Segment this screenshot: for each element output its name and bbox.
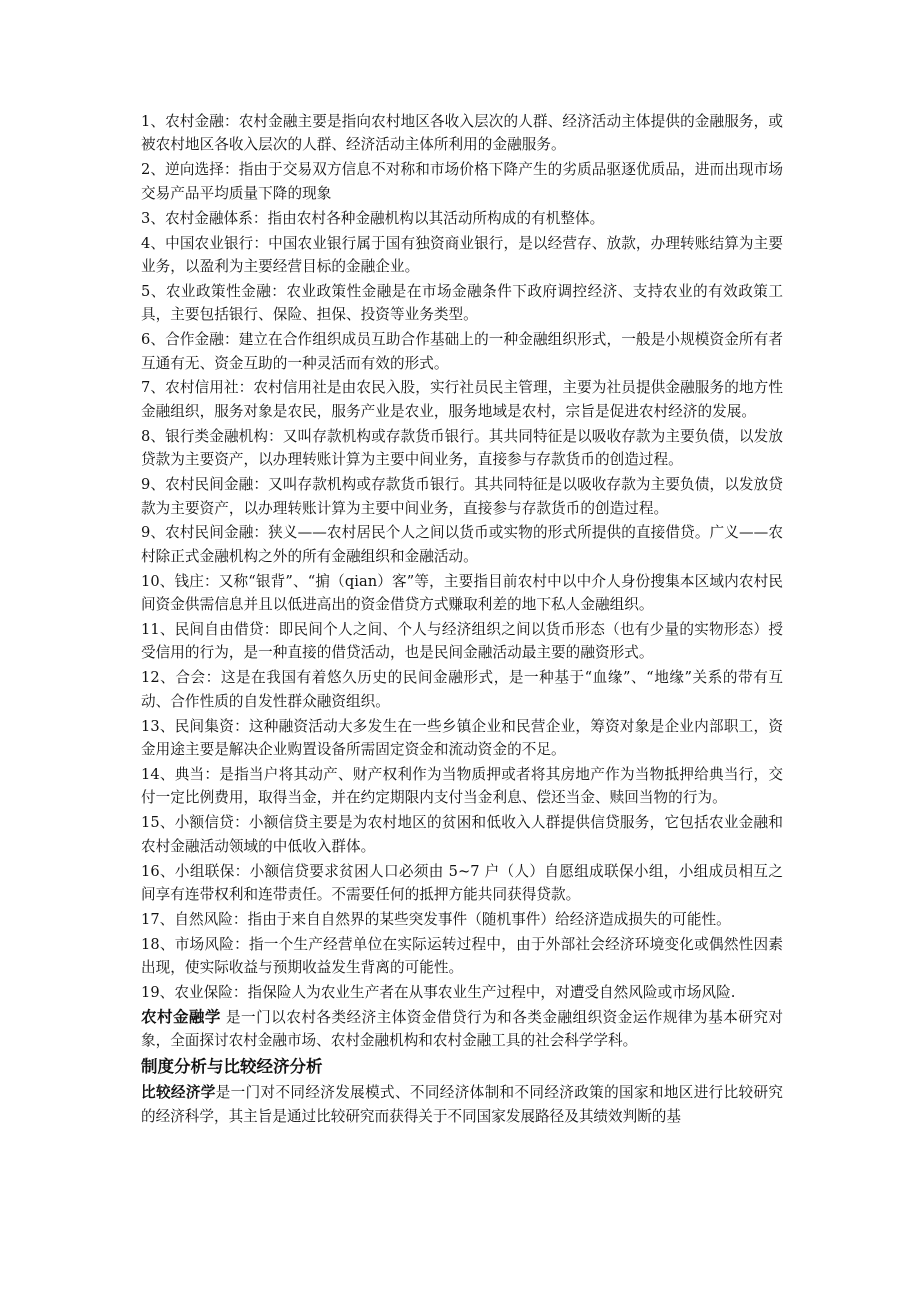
glossary-definition: 农业政策性金融是在市场金融条件下政府调控经济、支持农业的有效政策工具，主要包括银行、保险、担保、投资等业务类型。 <box>141 282 783 324</box>
definition-term: 农村金融学 <box>141 1008 221 1027</box>
glossary-term: 9、农村民间金融： <box>141 476 269 494</box>
glossary-entry <box>141 521 783 568</box>
glossary-entry <box>141 763 783 810</box>
glossary-definition: 指一个生产经营单位在实际运转过程中，由于外部社会经济环境变化或偶然性因素出现，使实际收益与预期收益发生背离的可能性。 <box>141 935 783 977</box>
glossary-definition: 这种融资活动大多发生在一些乡镇企业和民营企业，筹资对象是企业内部职工，资金用途主要是解决企业购置设备所需固定资金和流动资金的不足。 <box>141 717 783 759</box>
glossary-term: 5、农业政策性金融： <box>141 282 287 300</box>
document-page <box>141 110 783 1130</box>
glossary-entry <box>141 207 783 230</box>
glossary-list <box>141 110 783 1005</box>
glossary-term: 10、钱庄： <box>141 572 219 590</box>
glossary-entry <box>141 232 783 279</box>
glossary-entry <box>141 666 783 713</box>
glossary-term: 16、小组联保： <box>141 862 250 880</box>
glossary-entry <box>141 280 783 327</box>
glossary-definition: 农村金融主要是指向农村地区各收入层次的人群、经济活动主体提供的金融服务，或被农村地区各收入层次的人群、经济活动主体所利用的金融服务。 <box>141 113 783 154</box>
glossary-entry <box>141 425 783 472</box>
glossary-term: 15、小额信贷： <box>141 814 249 832</box>
definition-text: 是一门以农村各类经济主体资金借贷行为和各类金融组织资金运作规律为基本研究对象，全面探讨农村金融市场、农村金融机构和农村金融工具的社会科学学科。 <box>141 1009 783 1050</box>
comparative-economics-text: 是一门对不同经济发展模式、不同经济体制和不同经济政策的国家和地区进行比较研究的经济科学，其主旨是通过比较研究而获得关于不同国家发展路径及其绩效判断的基 <box>141 1084 783 1125</box>
glossary-term: 9、农村民间金融： <box>141 524 269 542</box>
glossary-definition: 狭义——农村居民个人之间以货币或实物的形式所提供的直接借贷。广义——农村除正式金融机构之外的所有金融组织和金融活动。 <box>141 524 783 565</box>
comparative-economics-term: 比较经济学 <box>141 1084 216 1102</box>
glossary-definition: 又叫存款机构或存款货币银行。其共同特征是以吸收存款为主要负债，以发放贷款为主要资产，以办理转账计算为主要中间业务，直接参与存款货币的创造过程。 <box>141 427 783 469</box>
glossary-definition: 是指当户将其动产、财产权利作为当物质押或者将其房地产作为当物抵押给典当行，交付一定比例费用，取得当金，并在约定期限内支付当金利息、偿还当金、赎回当物的行为。 <box>141 765 783 807</box>
glossary-term: 14、典当： <box>141 765 220 783</box>
glossary-term: 12、合会： <box>141 669 221 687</box>
glossary-definition: 又叫存款机构或存款货币银行。其共同特征是以吸收存款为主要负债，以发放贷款为主要资产，以办理转账计算为主要中间业务，直接参与存款货币的创造过程。 <box>141 476 783 517</box>
glossary-term: 2、逆向选择： <box>141 161 239 179</box>
glossary-entry <box>141 908 783 931</box>
section-heading: 制度分析与比较经济分析 <box>141 1057 323 1077</box>
glossary-entry <box>141 110 783 157</box>
glossary-definition: 即民间个人之间、个人与经济组织之间以货币形态（也有少量的实物形态）授受信用的行为，是一种直接的借贷活动，也是民间金融活动最主要的融资形式。 <box>141 621 784 662</box>
glossary-entry <box>141 618 783 665</box>
glossary-term: 18、市场风险： <box>141 935 249 953</box>
comparative-economics-paragraph <box>141 1081 783 1128</box>
glossary-definition: 指由于来自自然界的某些突发事件（随机事件）给经济造成损失的可能性。 <box>247 910 731 928</box>
glossary-entry <box>141 933 783 980</box>
glossary-entry <box>141 376 783 423</box>
glossary-definition: 指由于交易双方信息不对称和市场价格下降产生的劣质品驱逐优质品，进而出现市场交易产品平均质量下降的现象 <box>141 161 783 202</box>
glossary-entry <box>141 811 783 858</box>
glossary-term: 6、合作金融： <box>141 331 239 349</box>
glossary-definition: 中国农业银行属于国有独资商业银行，是以经营存、放款，办理转账结算为主要业务，以盈利为主要经营目标的金融企业。 <box>141 234 783 275</box>
glossary-term: 1、农村金融： <box>141 113 239 130</box>
glossary-entry <box>141 328 783 375</box>
glossary-term: 3、农村金融体系： <box>141 209 268 227</box>
glossary-definition: 又称“银背”、“掮（qian）客”等，主要指目前农村中以中介人身份搜集本区域内农村民间资金供需信息并且以低进高出的资金借贷方式赚取利差的地下私人金融组织。 <box>141 572 784 614</box>
glossary-term: 7、农村信用社： <box>141 379 254 397</box>
glossary-entry <box>141 860 783 907</box>
glossary-definition: 这是在我国有着悠久历史的民间金融形式，是一种基于“血缘”、“地缘”关系的带有互动、合作性质的自发性群众融资组织。 <box>141 669 783 710</box>
glossary-definition: 小额信贷要求贫困人口必须由 5~7 户（人）自愿组成联保小组，小组成员相互之间享有连带权利和连带责任。不需要任何的抵押方能共同获得贷款。 <box>141 862 783 903</box>
glossary-definition: 建立在合作组织成员互助合作基础上的一种金融组织形式，一般是小规模资金所有者互通有无、资金互助的一种灵活而有效的形式。 <box>141 331 783 372</box>
glossary-term: 4、中国农业银行： <box>141 234 269 252</box>
glossary-entry <box>141 570 783 617</box>
glossary-entry <box>141 715 783 762</box>
glossary-term: 17、自然风险： <box>141 910 248 928</box>
glossary-definition: 指保险人为农业生产者在从事农业生产过程中，对遭受自然风险或市场风险. <box>247 984 736 1002</box>
glossary-definition: 指由农村各种金融机构以其活动所构成的有机整体。 <box>267 209 605 227</box>
glossary-entry <box>141 473 783 520</box>
glossary-term: 19、农业保险： <box>141 984 248 1002</box>
glossary-term: 13、民间集资： <box>141 717 249 735</box>
glossary-definition: 农村信用社是由农民入股，实行社员民主管理，主要为社员提供金融服务的地方性金融组织，服务对象是农民，服务产业是农业，服务地域是农村，宗旨是促进农村经济的发展。 <box>141 379 784 420</box>
glossary-entry <box>141 158 783 205</box>
glossary-term: 11、民间自由借贷： <box>141 621 279 639</box>
definition-paragraph <box>141 1006 783 1053</box>
glossary-term: 8、银行类金融机构： <box>141 427 283 445</box>
glossary-entry <box>141 981 783 1004</box>
glossary-definition: 小额信贷主要是为农村地区的贫困和低收入人群提供信贷服务，它包括农业金融和农村金融活动领域的中低收入群体。 <box>141 814 783 855</box>
